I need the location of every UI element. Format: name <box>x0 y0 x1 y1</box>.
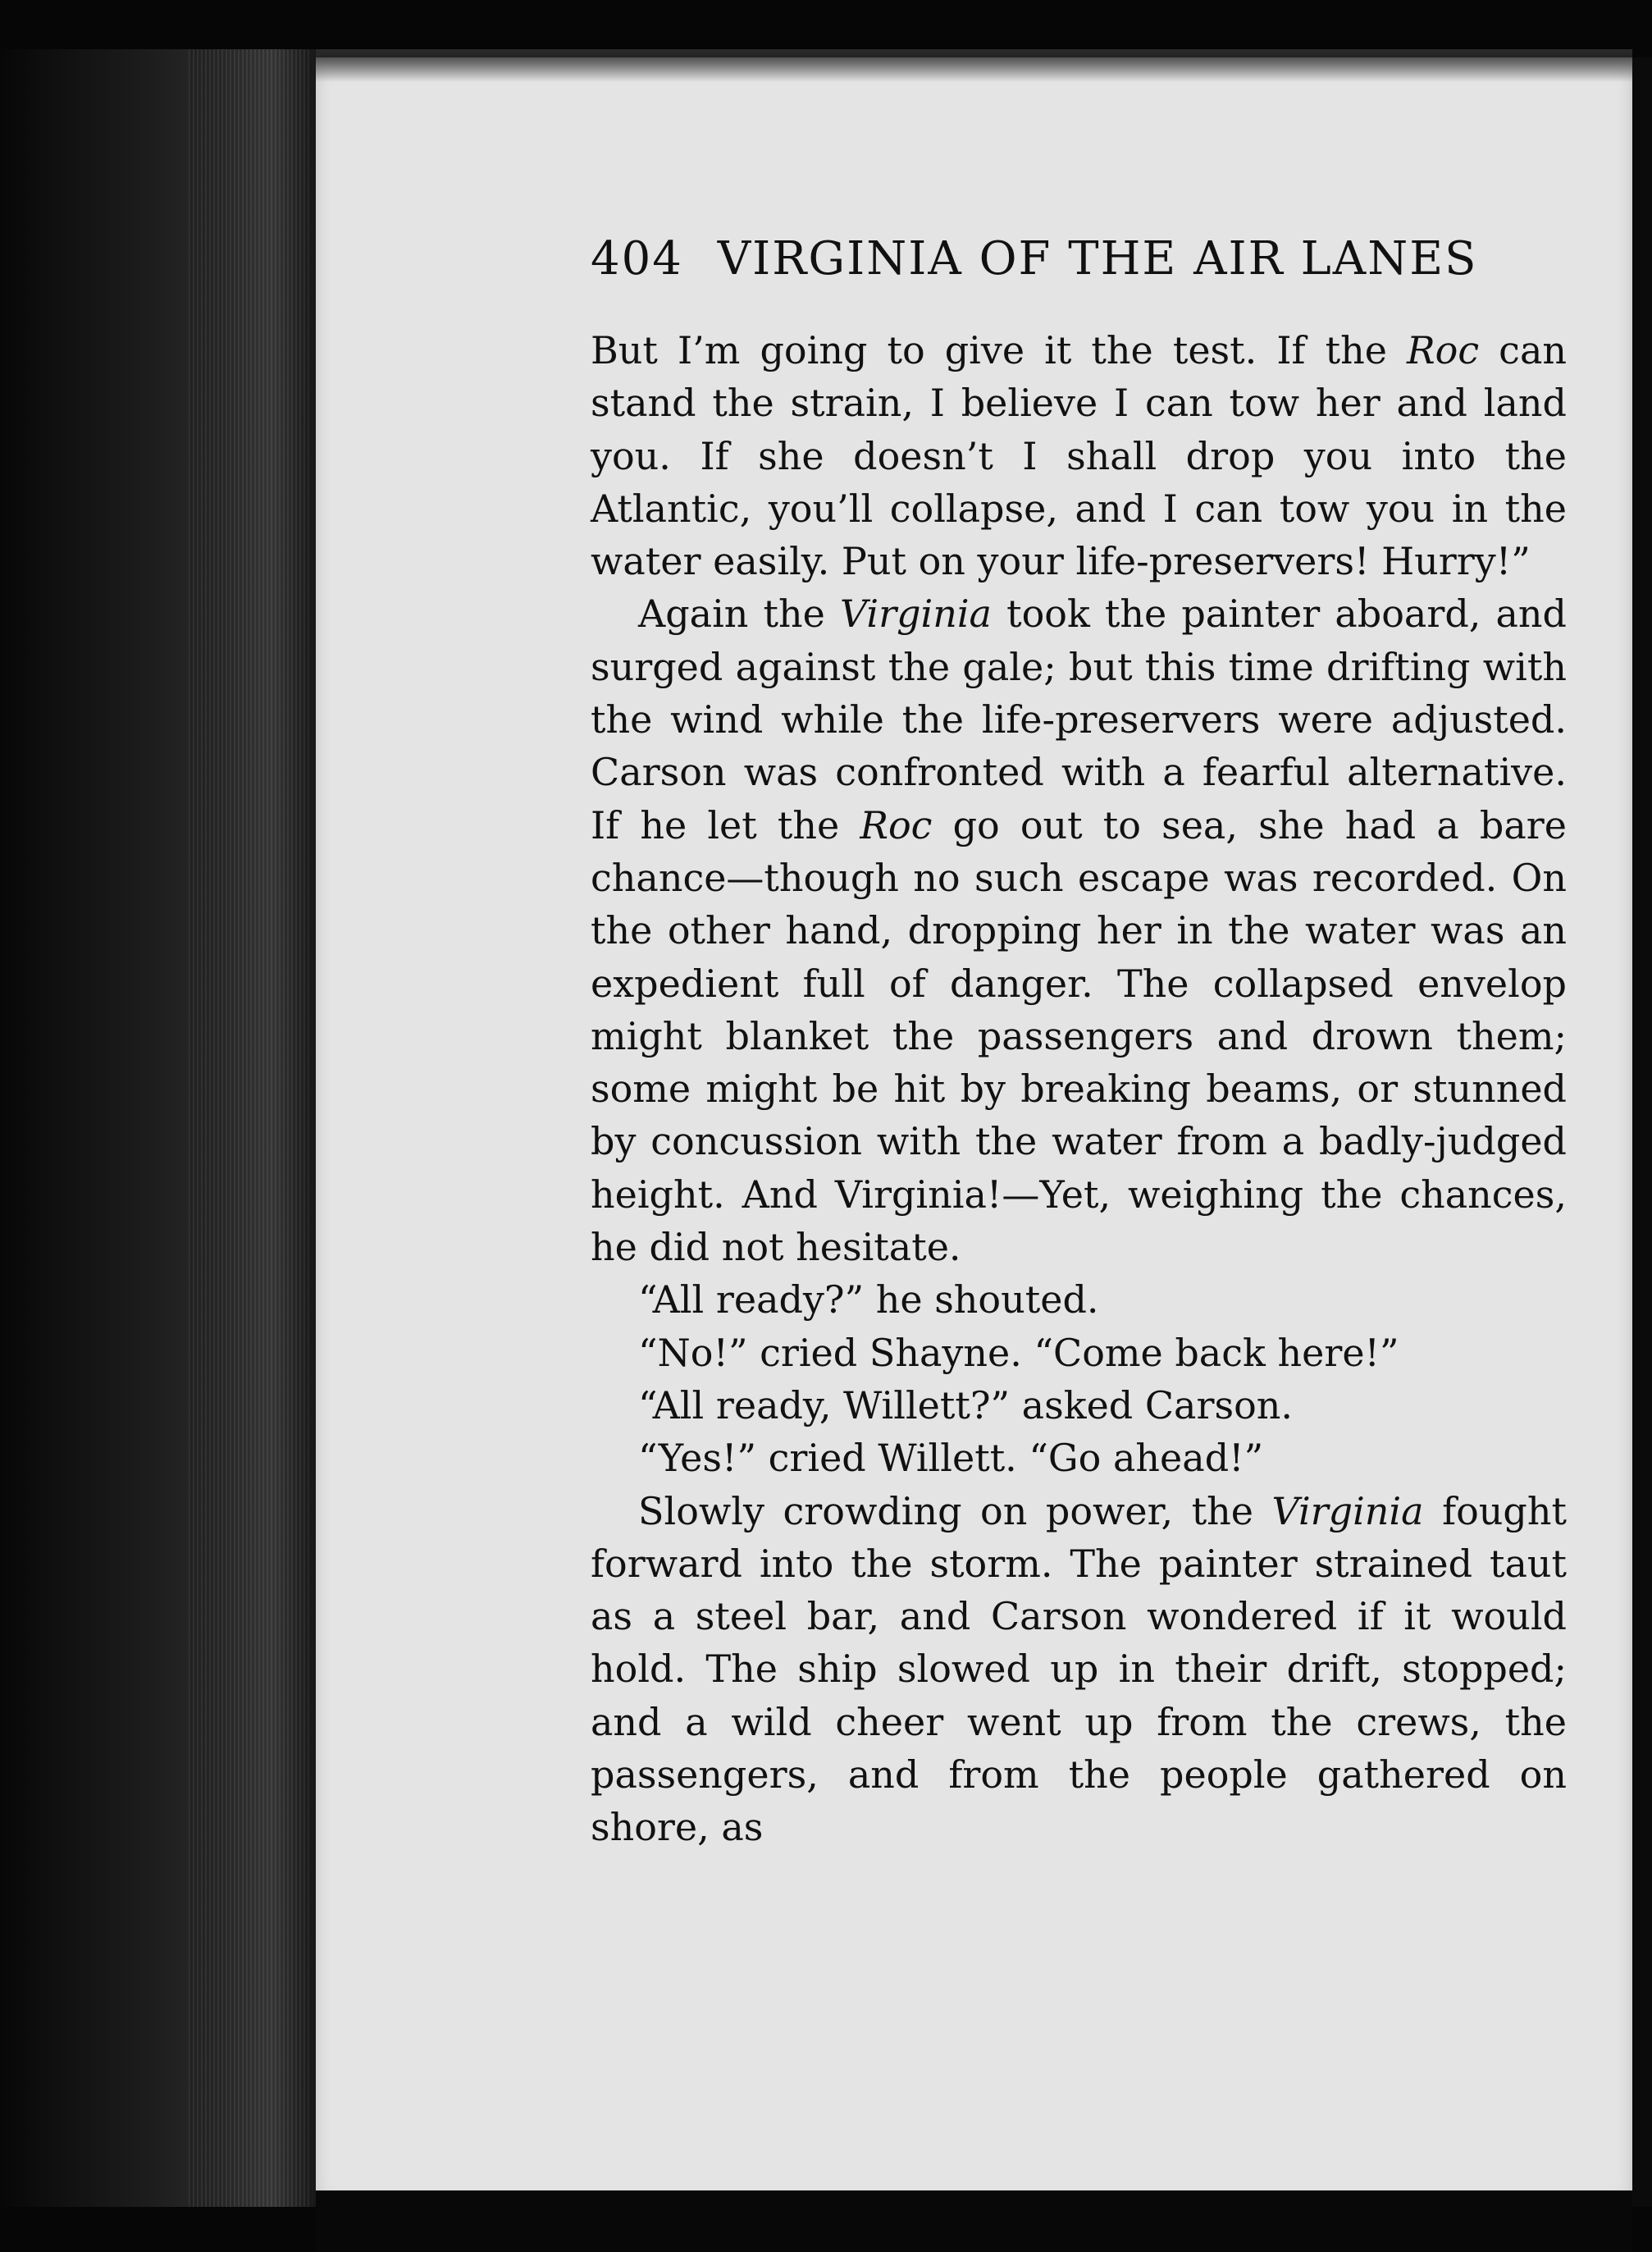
paragraph <box>591 587 1567 1273</box>
paragraph <box>591 1432 1567 1484</box>
paragraph <box>591 1273 1567 1326</box>
paragraph <box>591 1327 1567 1379</box>
page-number: 404 <box>591 232 683 285</box>
text-run: “No!” cried Shayne. “Come back here!” <box>638 1330 1399 1375</box>
text-run: fought forward into the storm. The painter strained taut as a steel bar, and Carson wondered if it would hold. The ship slowed up in their drift, stopped; and a wild cheer went up from the crews, the passengers, and from the people gathered on shore, as <box>591 1488 1567 1850</box>
bottom-scan-edge <box>316 2190 1632 2252</box>
book-page-edges-texture <box>189 49 312 2207</box>
text-run: “All ready, Willett?” asked Carson. <box>638 1382 1294 1427</box>
text-run: can stand the strain, I believe I can tow her and land you. If she doesn’t I shall drop you into the Atlantic, you’ll collapse, and I can tow you in the water easily. Put on your life-preservers! Hurry!” <box>591 328 1567 584</box>
body-text <box>591 324 1567 1854</box>
paragraph <box>591 1485 1567 1854</box>
paragraph <box>591 324 1567 587</box>
italic-text: Roc <box>860 802 933 847</box>
paragraph <box>591 1379 1567 1432</box>
text-run: “All ready?” he shouted. <box>638 1277 1099 1322</box>
text-run: But I’m going to give it the test. If the <box>591 328 1408 372</box>
page-top-shadow <box>316 49 1632 82</box>
italic-text: Virginia <box>1271 1488 1424 1533</box>
text-run: “Yes!” cried Willett. “Go ahead!” <box>638 1436 1264 1481</box>
book-title: VIRGINIA OF THE AIR LANES <box>717 232 1478 285</box>
right-scan-edge <box>1632 57 1652 2207</box>
running-head <box>591 232 1575 285</box>
text-run: go out to sea, she had a bare chance—though no such escape was recorded. On the other hand, dropping her in the water was an expedient full of danger. The collapsed envelop might blanket the passengers and drown them; some might be hit by breaking beams, or stunned by concussion with the water from a badly-judged height. And Virginia!—Yet, weighing the chances, he did not hesitate. <box>591 802 1567 1270</box>
italic-text: Roc <box>1407 328 1480 372</box>
text-run: Slowly crowding on power, the <box>638 1488 1272 1533</box>
text-run: took the painter aboard, and surged against the gale; but this time drifting with the wind while the life-preservers were adjusted. Carson was confronted with a fearful alternative. If he let the <box>591 592 1567 847</box>
italic-text: Virginia <box>839 592 992 637</box>
text-run: Again the <box>638 592 840 637</box>
